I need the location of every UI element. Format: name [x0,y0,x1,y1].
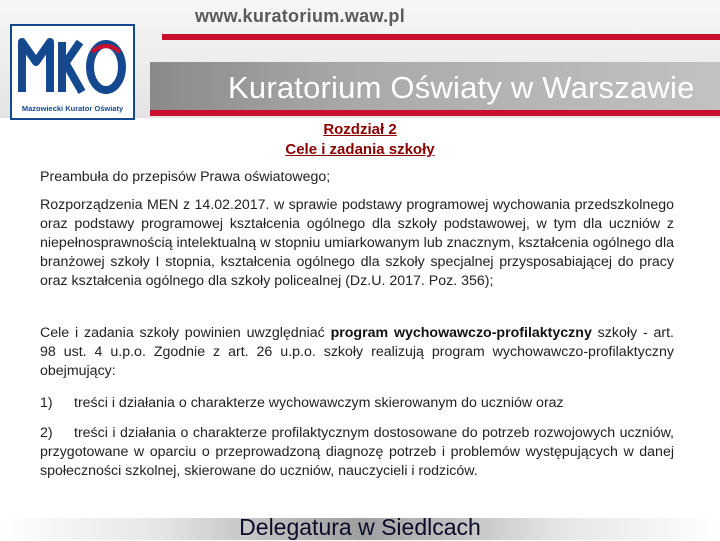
program-name-bold: program wychowawczo-profilaktyczny [330,325,592,341]
list-item-number: 1) [40,395,53,411]
list-item [40,424,674,481]
paragraph-program-intro: Cele i zadania szkoły powinien uwzględniać [40,325,331,341]
bottom-accent-bar [150,110,720,116]
mko-logo-mark [18,32,128,98]
top-accent-bar [162,34,720,40]
logo-caption: Mazowiecki Kurator Oświaty [21,104,124,113]
footer-delegation: Delegatura w Siedlcach [239,514,481,540]
list-item [40,394,674,413]
paragraph-regulation: Rozporządzenia MEN z 14.02.2017. w sprawie podstawy programowej wychowania przedszkolnego oraz podstawy programowej kształcenia ogólnego dla szkoły podstawowej, w tym dla uczniów z niepełnosprawnością intelektualną w stopniu umiarkowanym lub znacznym, kształcenia ogólnego dla branżowej szkoły I stopnia, kształcenia ogólnego dla szkoły specjalnej przysposabiającej do pracy oraz kształcenia ogólnego dla szkoły policealnej (Dz.U. 2017. Poz. 356); [40,197,674,289]
list-item-text: treści i działania o charakterze wychowawczym skierowanym do uczniów oraz [74,395,564,411]
chapter-title: Cele i zadania szkoły [285,141,435,158]
header-banner [0,0,720,118]
chapter-number: Rozdział 2 [323,121,397,138]
institution-title: Kuratorium Oświaty w Warszawie [228,70,695,105]
paragraph-program [40,324,674,381]
mko-logo [10,24,135,120]
list-item-number: 2) [40,425,53,441]
website-url: www.kuratorium.waw.pl [195,6,405,26]
paragraph-program-rest: szkoły - art. 98 ust. 4 u.p.o. Zgodnie z art. 26 u.p.o. szkoły realizują program wychowawczo-profilaktyczny obejmujący: [40,325,675,379]
title-bar [150,62,720,116]
list-item-text: treści i działania o charakterze profilaktycznym dostosowane do potrzeb rozwojowych uczniów, przygotowane w oparciu o przeprowadzoną diagnozę potrzeb i problemów występujących w danej społeczności szkolnej, skierowane do uczniów, nauczycieli i rodziców. [40,425,674,479]
paragraph-preamble: Preambuła do przepisów Prawa oświatowego; [40,169,331,185]
